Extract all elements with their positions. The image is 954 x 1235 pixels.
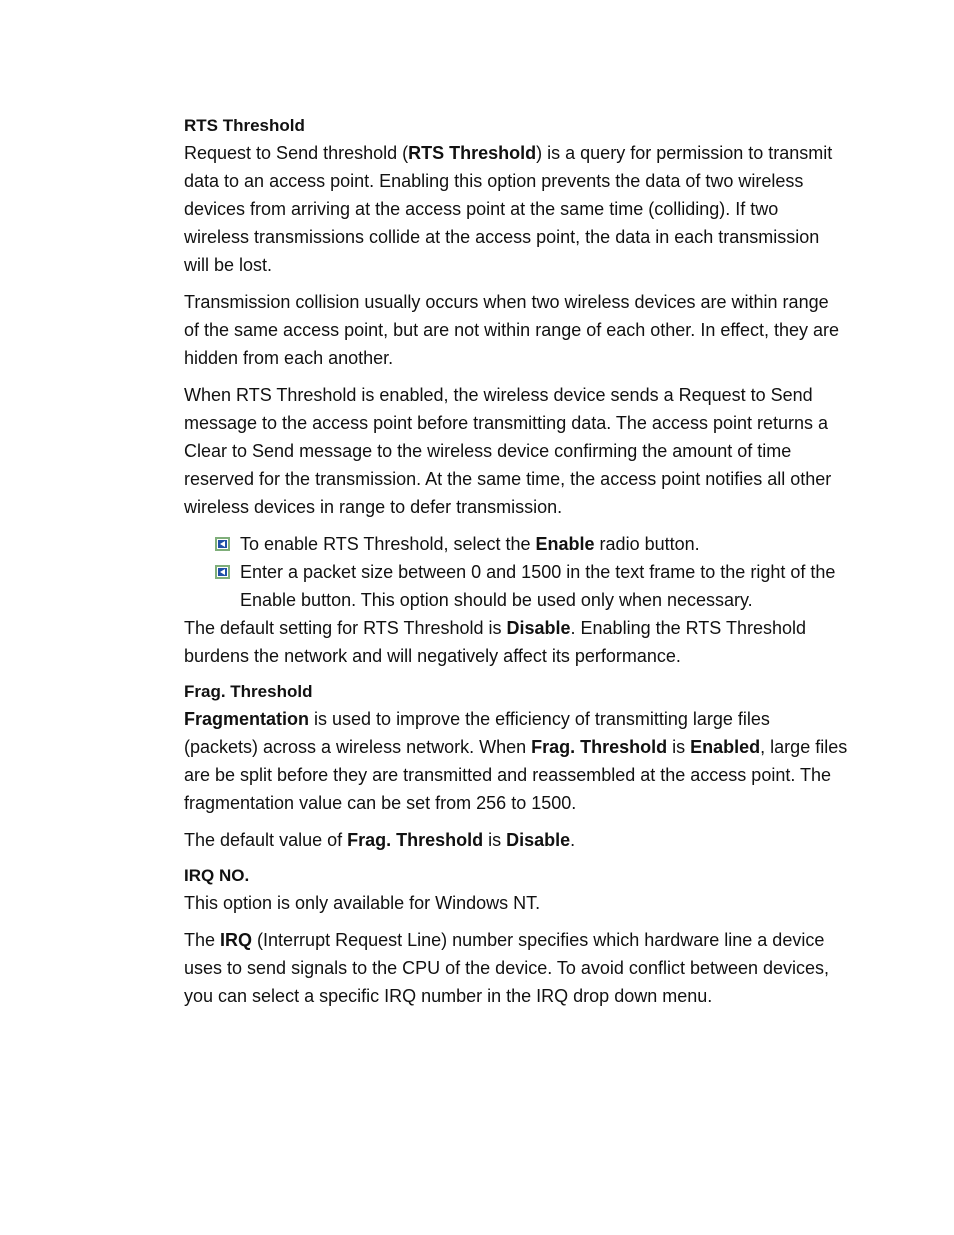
paragraph — [184, 926, 848, 1010]
paragraph — [184, 139, 848, 279]
paragraph — [184, 826, 848, 854]
list-item — [184, 558, 848, 614]
section-heading: Frag. Threshold — [184, 682, 313, 701]
rts-threshold-section — [184, 113, 848, 670]
bullet-arrow-icon — [215, 537, 230, 551]
text-run: is used to improve the efficiency of transmitting large files (packets) across a wireless network. When — [184, 709, 770, 757]
text-run: The — [184, 930, 221, 950]
paragraph — [184, 614, 848, 670]
document-page — [184, 113, 848, 1019]
bold-term: RTS Threshold — [408, 143, 537, 163]
bold-term: IRQ — [220, 930, 253, 950]
list-item — [184, 530, 848, 558]
paragraph: Transmission collision usually occurs when two wireless devices are within range of the same access point, but are not within range of each other. In effect, they are hidden from each another. — [184, 292, 840, 368]
bold-term: Frag. Threshold — [531, 737, 668, 757]
text-run: is — [667, 737, 691, 757]
paragraph: When RTS Threshold is enabled, the wireless device sends a Request to Send message to the access point before transmitting data. The access point returns a Clear to Send message to the wireless device confirming the amount of time reserved for the transmission. At the same time, the access point notifies all other wireless devices in range to defer transmission. — [184, 385, 832, 517]
text-run: ) is a query for permission to transmit data to an access point. Enabling this option prevents the data of two wireless devices from arriving at the access point at the same time (colliding). If two wireless transmissions collide at the access point, the data in each transmission will be lost. — [184, 143, 833, 275]
irq-section — [184, 863, 848, 1010]
frag-threshold-section — [184, 679, 848, 854]
text-run: . — [570, 830, 576, 850]
text-run: , large files are be split before they are transmitted and reassembled at the access point. The fragmentation value can be set from 256 to 1500. — [184, 737, 848, 813]
section-heading: RTS Threshold — [184, 116, 305, 135]
text-run: To enable RTS Threshold, select the — [240, 534, 536, 554]
section-heading: IRQ NO. — [184, 866, 250, 885]
text-run: Enter a packet size between 0 and 1500 in the text frame to the right of the Enable button. This option should be used only when necessary. — [240, 562, 836, 610]
bold-term: Disable — [506, 618, 571, 638]
text-run: (Interrupt Request Line) number specifies which hardware line a device uses to send signals to the CPU of the device. To avoid conflict between devices, you can select a specific IRQ number in the IRQ drop down menu. — [184, 930, 830, 1006]
paragraph: This option is only available for Windows NT. — [184, 893, 541, 913]
bullet-list — [184, 530, 848, 614]
text-run: The default value of — [184, 830, 348, 850]
paragraph — [184, 705, 848, 817]
bold-term: Enable — [535, 534, 595, 554]
bold-term: Fragmentation — [184, 709, 310, 729]
text-run: is — [483, 830, 507, 850]
bold-term: Frag. Threshold — [347, 830, 484, 850]
text-run: The default setting for RTS Threshold is — [184, 618, 507, 638]
text-run: . Enabling the RTS Threshold burdens the network and will negatively affect its performance. — [184, 618, 807, 666]
text-run: radio button. — [594, 534, 700, 554]
text-run: Request to Send threshold ( — [184, 143, 409, 163]
bold-term: Disable — [506, 830, 571, 850]
bold-term: Enabled — [690, 737, 761, 757]
bullet-arrow-icon — [215, 565, 230, 579]
